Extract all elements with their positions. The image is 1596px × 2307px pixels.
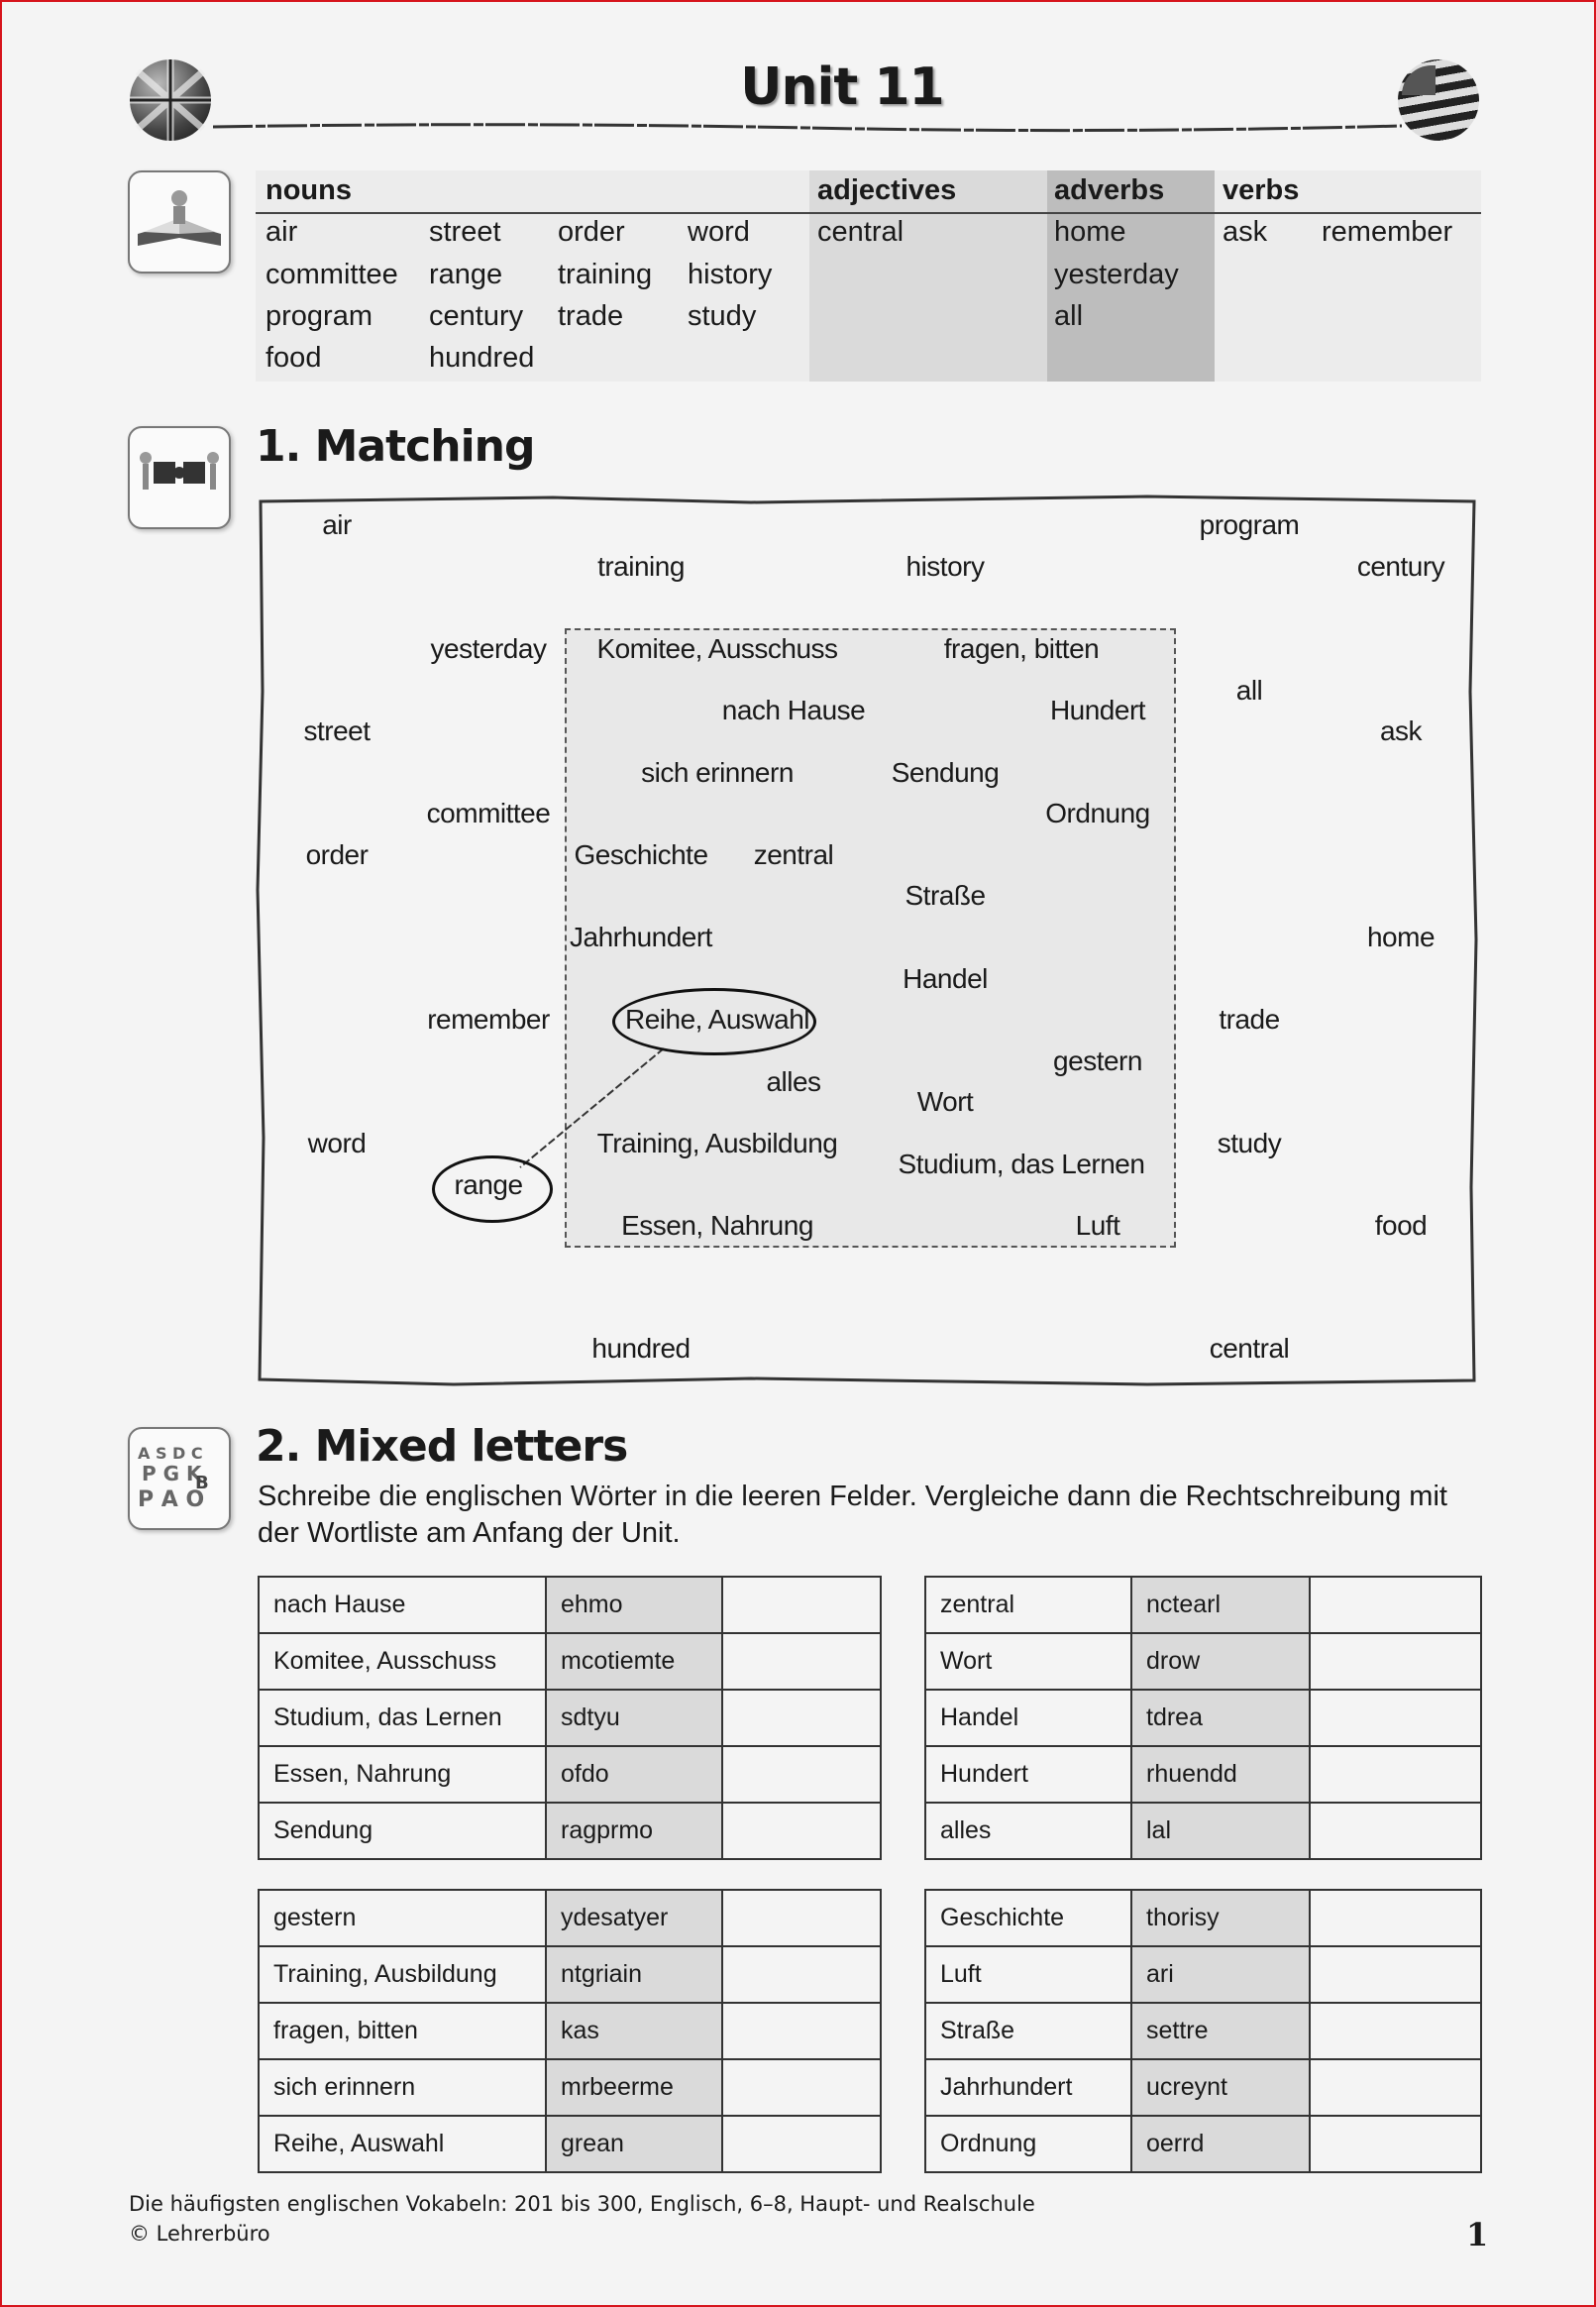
matching-word: central [1209,1333,1290,1364]
scrambled-word: nctearl [1131,1577,1310,1633]
german-word: sich erinnern [259,2059,546,2116]
matching-word: street [303,715,371,746]
matching-translation: zentral [753,839,834,870]
matching-translation: Komitee, Ausschuss [596,633,838,664]
scrambled-word: drow [1131,1633,1310,1690]
german-word: Straße [925,2003,1131,2059]
german-word: fragen, bitten [259,2003,546,2059]
letters-icon [128,1427,231,1530]
scrambled-word: mrbeerme [546,2059,722,2116]
german-word: Luft [925,1946,1131,2003]
verb-word: remember [1322,216,1453,248]
table-row [925,2003,1481,2059]
noun-word: program [266,300,372,332]
matching-word: all [1235,675,1263,706]
scrambled-word: thorisy [1131,1890,1310,1946]
table-row [259,2059,881,2116]
answer-cell[interactable] [722,1690,881,1746]
scrambled-word: ofdo [546,1746,722,1803]
german-word: Studium, das Lernen [259,1690,546,1746]
answer-cell[interactable] [1310,2116,1481,2172]
scrambled-word: ydesatyer [546,1890,722,1946]
answer-cell[interactable] [1310,1633,1481,1690]
matching-translation: nach Hause [721,695,866,725]
answer-cell[interactable] [722,1746,881,1803]
adverbs-header: adverbs [1054,174,1165,206]
matching-translation: sich erinnern [641,757,794,788]
adjectives-header: adjectives [817,174,957,206]
matching-word: history [905,551,985,582]
footer-source: Die häufigsten englischen Vokabeln: 201 bis 300, Englisch, 6–8, Haupt- und Realschule [129,2192,1035,2216]
puzzle-icon [128,426,231,529]
matching-translation: Training, Ausbildung [596,1128,838,1158]
scrambled-word: ehmo [546,1577,722,1633]
matching-word: word [307,1128,367,1158]
table-row [259,1946,881,2003]
uk-globe-icon [130,59,211,141]
answer-cell[interactable] [722,2059,881,2116]
matching-translation: gestern [1053,1045,1142,1076]
nouns-header: nouns [266,174,352,206]
adverb-word: yesterday [1054,259,1179,290]
table-row [925,2059,1481,2116]
table-row [925,1803,1481,1859]
table-row [259,1803,881,1859]
table-row [259,1577,881,1633]
german-word: Training, Ausbildung [259,1946,546,2003]
book-icon [128,170,231,274]
matching-translation: alles [766,1066,821,1097]
german-word: zentral [925,1577,1131,1633]
answer-cell[interactable] [722,2003,881,2059]
page-title: Unit 11 [740,57,944,117]
scrambled-word: ucreynt [1131,2059,1310,2116]
matching-word: program [1199,509,1300,540]
matching-translation: fragen, bitten [943,633,1100,664]
answer-cell[interactable] [1310,2003,1481,2059]
noun-word: hundred [429,342,535,374]
matching-word: hundred [591,1333,691,1364]
matching-translation: Luft [1075,1210,1120,1241]
title-underline [213,117,1402,137]
noun-word: history [688,259,773,290]
matching-word: yesterday [430,633,547,664]
noun-word: committee [266,259,398,290]
german-word: Komitee, Ausschuss [259,1633,546,1690]
matching-translation: Geschichte [574,839,708,870]
verb-word: ask [1223,216,1268,248]
matching-word: training [597,551,685,582]
table-row [259,1746,881,1803]
german-word: gestern [259,1890,546,1946]
table-row [259,1690,881,1746]
german-word: Essen, Nahrung [259,1746,546,1803]
scrambled-word: sdtyu [546,1690,722,1746]
answer-cell[interactable] [1310,1890,1481,1946]
german-word: Jahrhundert [925,2059,1131,2116]
adverb-word: all [1054,300,1084,332]
table-row [925,1946,1481,2003]
vocabulary-table [256,170,1481,382]
matching-word: home [1366,922,1436,952]
scrambled-word: oerrd [1131,2116,1310,2172]
matching-translation: Sendung [891,757,1000,788]
svg-text:P A O: P A O [138,1487,205,1512]
noun-word: word [688,216,750,248]
matching-translation: Studium, das Lernen [898,1149,1145,1179]
adverb-word: home [1054,216,1126,248]
scrambled-word: kas [546,2003,722,2059]
scrambled-word: rhuendd [1131,1746,1310,1803]
table-row [259,1890,881,1946]
matching-word: remember [427,1004,550,1035]
table-row [259,1633,881,1690]
answer-cell[interactable] [1310,2059,1481,2116]
table-row [925,1746,1481,1803]
scrambled-word: mcotiemte [546,1633,722,1690]
answer-cell[interactable] [1310,1803,1481,1859]
noun-word: range [429,259,503,290]
answer-cell[interactable] [722,1803,881,1859]
answer-cell[interactable] [722,2116,881,2172]
answer-cell[interactable] [1310,1690,1481,1746]
german-word: Handel [925,1690,1131,1746]
matching-word: committee [426,798,551,828]
table-row [925,1633,1481,1690]
matching-translation: Straße [904,880,986,911]
matching-word: food [1374,1210,1428,1241]
noun-word: study [688,300,757,332]
answer-cell[interactable] [722,1890,881,1946]
us-globe-icon [1398,59,1479,141]
german-word: Geschichte [925,1890,1131,1946]
noun-word: century [429,300,524,332]
matching-translation: Hundert [1049,695,1146,725]
noun-word: trade [558,300,624,332]
german-word: Reihe, Auswahl [259,2116,546,2172]
german-word: Ordnung [925,2116,1131,2172]
matching-word: century [1356,551,1445,582]
scrambled-word: settre [1131,2003,1310,2059]
noun-word: order [558,216,625,248]
answer-cell[interactable] [1310,1577,1481,1633]
answer-cell[interactable] [722,1946,881,2003]
section-1-title: 1. Matching [256,421,535,472]
scrambled-word: grean [546,2116,722,2172]
matching-translation: Handel [903,963,988,994]
mixed-letters-table-4 [924,1889,1482,2173]
matching-translation: Reihe, Auswahl [624,1004,810,1035]
table-row [925,2116,1481,2172]
matching-translation: Essen, Nahrung [621,1210,813,1241]
matching-word: order [305,839,369,870]
german-word: Hundert [925,1746,1131,1803]
svg-text:P G K: P G K [142,1462,202,1485]
answer-cell[interactable] [722,1633,881,1690]
scrambled-word: ragprmo [546,1803,722,1859]
german-word: Sendung [259,1803,546,1859]
mixed-letters-table-2 [924,1576,1482,1860]
noun-word: training [558,259,653,290]
matching-word: range [454,1169,523,1200]
table-row [925,1690,1481,1746]
table-row [259,2116,881,2172]
answer-cell[interactable] [1310,1746,1481,1803]
matching-translation: Ordnung [1045,798,1150,828]
scrambled-word: ntgriain [546,1946,722,2003]
table-row [259,2003,881,2059]
svg-text:B: B [195,1473,209,1493]
adjective-word: central [817,216,904,248]
table-row [925,1890,1481,1946]
matching-word: trade [1219,1004,1280,1035]
german-word: nach Hause [259,1577,546,1633]
scrambled-word: tdrea [1131,1690,1310,1746]
matching-word: study [1217,1128,1282,1158]
scrambled-word: ari [1131,1946,1310,2003]
german-word: alles [925,1803,1131,1859]
noun-word: street [429,216,501,248]
matching-word: ask [1379,715,1423,746]
german-word: Wort [925,1633,1131,1690]
scrambled-word: lal [1131,1803,1310,1859]
footer-copyright: © Lehrerbüro [129,2222,270,2246]
answer-cell[interactable] [722,1577,881,1633]
mixed-letters-table-3 [258,1889,882,2173]
svg-text:A S D C: A S D C [138,1444,203,1463]
section-2-instruction: Schreibe die englischen Wörter in die leeren Felder. Vergleiche dann die Rechtschreibung mit der Wortliste am Anfang der Unit. [258,1481,1447,1549]
verbs-header: verbs [1223,174,1300,206]
mixed-letters-table-1 [258,1576,882,1860]
matching-translation: Wort [916,1086,974,1117]
noun-word: food [266,342,322,374]
answer-cell[interactable] [1310,1946,1481,2003]
matching-word: air [322,509,352,540]
section-2-title: 2. Mixed letters [256,1421,628,1472]
matching-translation: Jahrhundert [570,922,712,952]
noun-word: air [266,216,298,248]
table-row [925,1577,1481,1633]
page-number: 1 [1466,2216,1489,2253]
